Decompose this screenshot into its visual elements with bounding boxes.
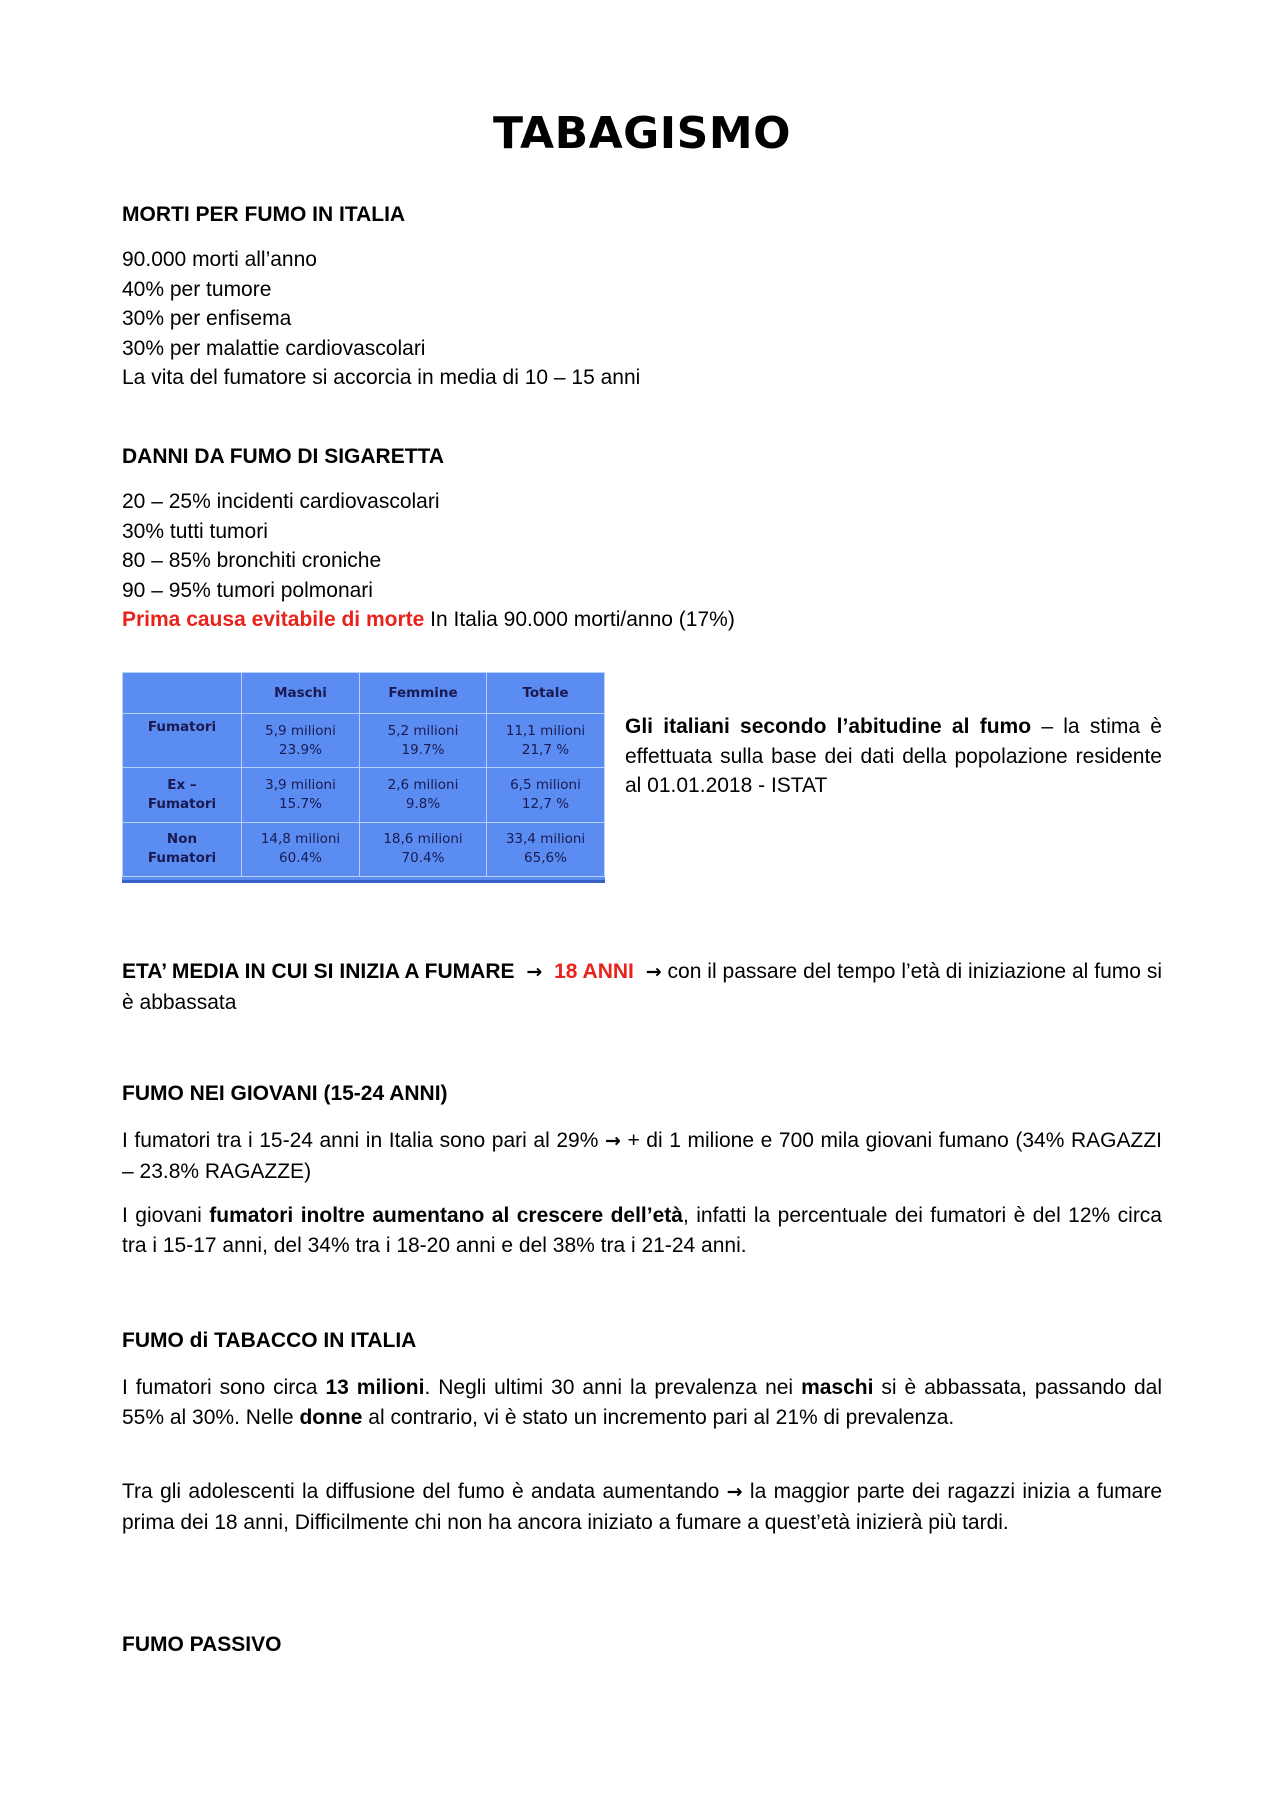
smokers-table-image [122,672,605,883]
table-cell: 5,2 milioni 19.7% [360,714,487,768]
list-danni [122,487,1162,635]
row-label: Ex – Fumatori [123,768,242,822]
table-cell: 14,8 milioni 60.4% [242,822,360,876]
heading-morti-per-fumo: MORTI PER FUMO IN ITALIA [122,203,406,226]
tabacco-paragraph-2: Tra gli adolescenti la diffusione del fumo è andata aumentando → la maggior parte dei ragazzi inizia a fumare prima dei 18 anni, Difficilmente chi non ha ancora iniziato a fumare a quest’età inizierà più tardi. [122,1480,1162,1534]
table-header-cell [123,673,242,714]
highlight-text: Prima causa evitabile di morte [122,608,425,631]
arrow-right-icon: → [526,961,543,983]
eta-media-paragraph: ETA’ MEDIA IN CUI SI INIZIA A FUMARE → 18 ANNI → con il passare del tempo l’età di iniziazione al fumo si è abbassata [122,960,1162,1014]
table-cell: 3,9 milioni 15.7% [242,768,360,822]
row-label: Fumatori [123,714,242,768]
list-morti [122,245,1162,393]
arrow-right-icon: → [604,1130,621,1152]
table-cell: 5,9 milioni 23.9% [242,714,360,768]
table-header-cell: Femmine [360,673,487,714]
table-cell: 2,6 milioni 9.8% [360,768,487,822]
table-cell: 11,1 milioni 21,7 % [487,714,605,768]
table-row [123,768,605,822]
list-item: 90.000 morti all’anno [122,248,317,271]
list-item: 90 – 95% tumori polmonari [122,578,373,602]
heading-fumo-passivo: FUMO PASSIVO [122,1633,282,1656]
list-item: La vita del fumatore si accorcia in media di 10 – 15 anni [122,366,641,389]
table-header-cell: Maschi [242,673,360,714]
list-item: 40% per tumore [122,277,272,301]
giovani-paragraph-2: I giovani fumatori inoltre aumentano al crescere dell’età, infatti la percentuale dei fumatori è del 12% circa tra i 15-17 anni, del 34% tra i 18-20 anni e del 38% tra i 21-24 anni. [122,1204,1162,1257]
list-item: 80 – 85% bronchiti croniche [122,549,382,572]
table-row [123,822,605,876]
list-item: 20 – 25% incidenti cardiovascolari [122,490,440,513]
list-item-highlight: Prima causa evitabile di morte In Italia 90.000 morti/anno (17%) [122,608,735,631]
list-item: 30% per malattie cardiovascolari [122,336,426,360]
table-cell: 6,5 milioni 12,7 % [487,768,605,822]
table-header-row [123,673,605,714]
tabacco-paragraph-1: I fumatori sono circa 13 milioni. Negli ultimi 30 anni la prevalenza nei maschi si è abbassata, passando dal 55% al 30%. Nelle donne al contrario, vi è stato un incremento pari al 21% di prevalenza. [122,1376,1162,1429]
table-header-cell: Totale [487,673,605,714]
giovani-paragraph-1: I fumatori tra i 15-24 anni in Italia sono pari al 29% → + di 1 milione e 700 mila giovani fumano (34% RAGAZZI – 23.8% RAGAZZE) [122,1129,1162,1183]
document-title: TABAGISMO [492,108,792,159]
heading-danni-da-fumo: DANNI DA FUMO DI SIGARETTA [122,445,444,468]
row-label: Non Fumatori [123,822,242,876]
heading-fumo-giovani: FUMO NEI GIOVANI (15-24 ANNI) [122,1082,448,1105]
table-cell: 33,4 milioni 65,6% [487,822,605,876]
highlight-text: 18 ANNI [554,960,634,983]
table-row [123,714,605,768]
smokers-table [122,672,605,877]
heading-fumo-tabacco: FUMO di TABACCO IN ITALIA [122,1329,417,1352]
arrow-right-icon: → [645,961,662,983]
list-item: 30% per enfisema [122,307,292,330]
table-cell: 18,6 milioni 70.4% [360,822,487,876]
arrow-right-icon: → [726,1481,743,1503]
list-item: 30% tutti tumori [122,519,268,543]
table-caption: Gli italiani secondo l’abitudine al fumo – la stima è effettuata sulla base dei dati della popolazione residente al 01.01.2018 - ISTAT [625,715,1162,797]
